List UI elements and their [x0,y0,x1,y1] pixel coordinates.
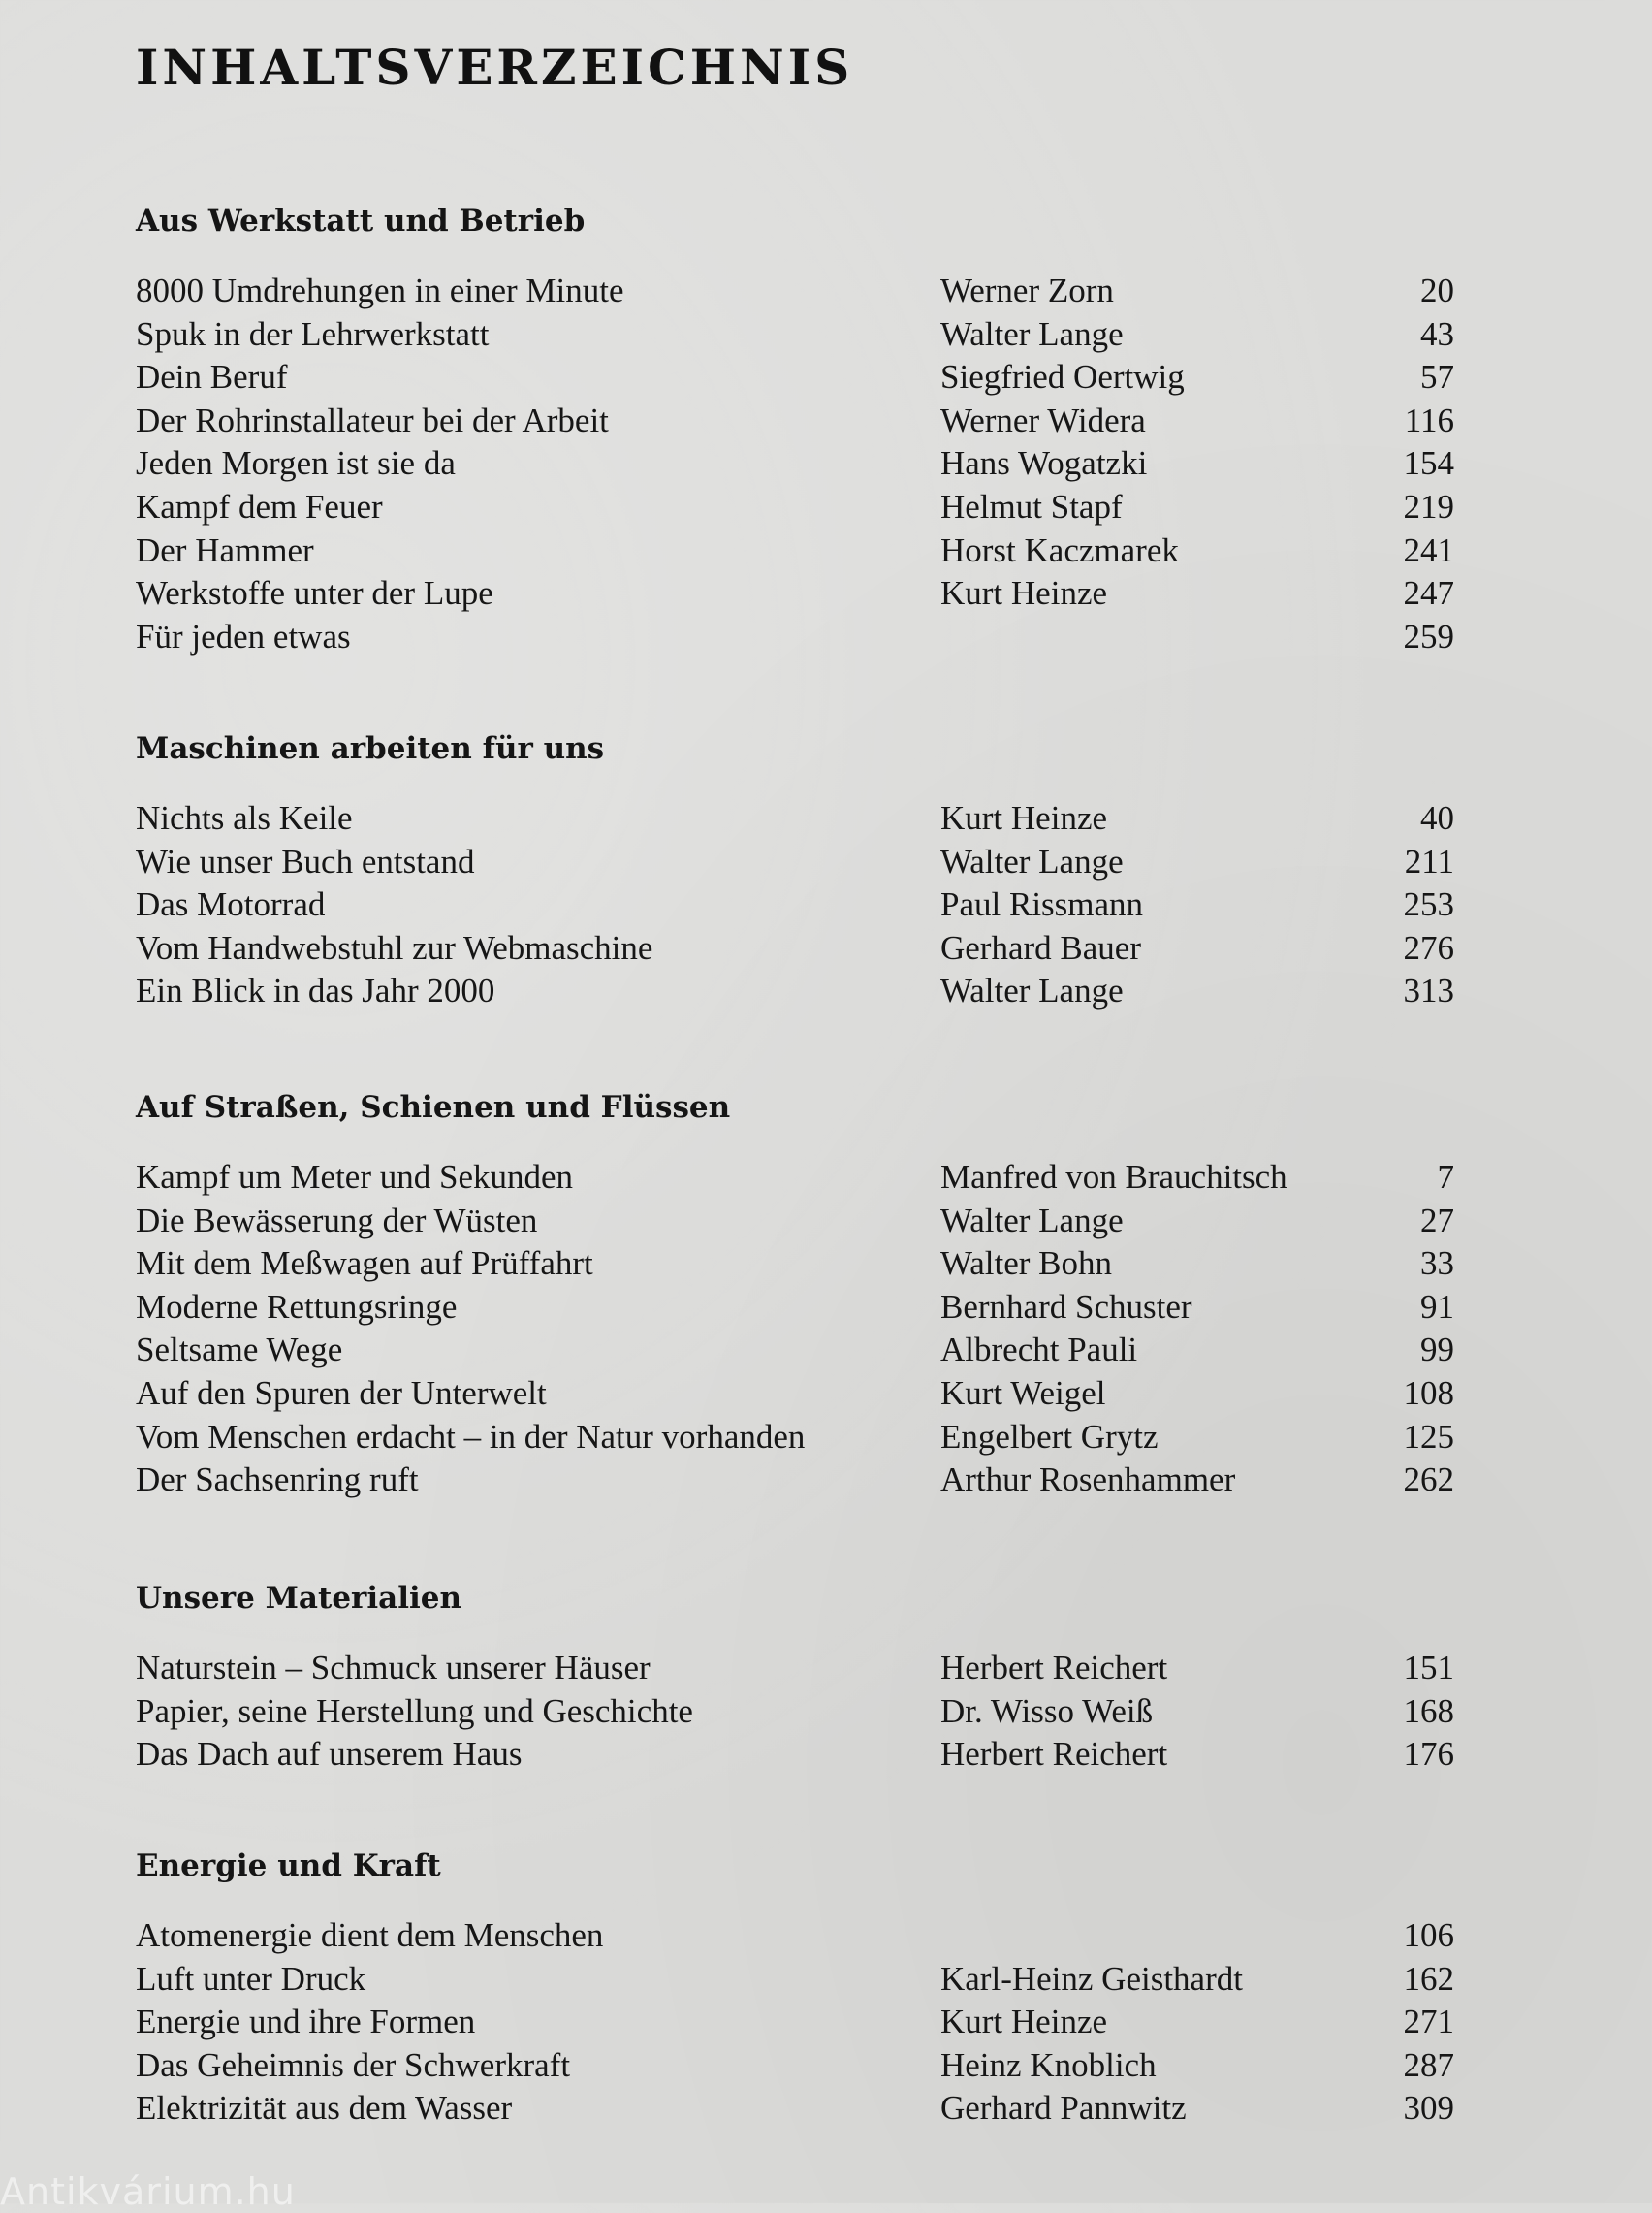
entry-page: 176 [1403,1735,1454,1774]
entry-author: Dr. Wisso Weiß [940,1691,1154,1730]
entry-title: Das Motorrad [136,885,326,924]
toc-entry [136,2087,1454,2131]
entry-title: Seltsame Wege [136,1331,343,1369]
entry-page: 20 [1420,272,1454,309]
toc-entry [136,1286,1454,1330]
section-materialien [136,1579,1454,1777]
entry-list [136,1914,1454,2131]
toc-entry [136,797,1454,841]
entry-author: Gerhard Bauer [940,928,1141,967]
entry-title: Der Rohrinstallateur bei der Arbeit [136,401,609,439]
entry-author: Walter Lange [940,972,1124,1010]
entry-list [136,270,1454,658]
section-heading: Unsere Materialien [136,1581,462,1616]
toc-entry [136,1958,1454,2002]
entry-title: Für jeden etwas [136,617,351,656]
entry-author: Werner Zorn [940,272,1114,309]
toc-entry [136,1914,1454,1958]
entry-page: 40 [1420,799,1454,837]
toc-entry [136,616,1454,659]
toc-entry [136,572,1454,616]
toc-entry [136,1156,1454,1200]
entry-author: Walter Lange [940,842,1124,881]
entry-title: Naturstein – Schmuck unserer Häuser [136,1649,651,1686]
toc-entry [136,270,1454,313]
entry-title: Werkstoffe unter der Lupe [136,574,493,613]
entry-author: Siegfried Oertwig [940,358,1185,397]
entry-page: 57 [1420,358,1454,397]
entry-list [136,797,1454,1013]
entry-author: Kurt Weigel [940,1373,1106,1412]
toc-entry [136,927,1454,971]
toc-entry [136,2001,1454,2044]
entry-page: 116 [1404,401,1454,439]
entry-list [136,1156,1454,1502]
entry-page: 33 [1420,1244,1454,1283]
entry-author: Walter Lange [940,1201,1124,1239]
entry-title: Energie und ihre Formen [136,2003,476,2041]
entry-page: 108 [1403,1373,1454,1412]
entry-page: 151 [1403,1649,1454,1686]
entry-author: Kurt Heinze [940,574,1108,613]
entry-author: Kurt Heinze [940,2003,1108,2041]
section-heading: Maschinen arbeiten für uns [136,731,605,766]
toc-entry [136,883,1454,927]
entry-author: Karl-Heinz Geisthardt [940,1959,1243,1998]
entry-page: 125 [1403,1417,1454,1456]
entry-page: 259 [1403,617,1454,656]
toc-entry [136,1733,1454,1777]
entry-page: 219 [1403,487,1454,526]
toc-entry [136,1372,1454,1416]
entry-title: Ein Blick in das Jahr 2000 [136,972,495,1010]
section-energie [136,1846,1454,2131]
entry-page: 309 [1403,2089,1454,2128]
entry-page: 262 [1403,1460,1454,1499]
entry-author: Helmut Stapf [940,487,1123,526]
entry-page: 168 [1403,1691,1454,1730]
entry-title: Vom Menschen erdacht – in der Natur vorhanden [136,1417,806,1456]
entry-list [136,1647,1454,1777]
entry-page: 7 [1437,1158,1454,1196]
section-strassen [136,1088,1454,1502]
entry-page: 99 [1420,1331,1454,1369]
entry-title: Jeden Morgen ist sie da [136,444,456,483]
toc-entry [136,400,1454,443]
entry-title: Vom Handwebstuhl zur Webmaschine [136,928,653,967]
entry-author: Albrecht Pauli [940,1331,1138,1369]
entry-title: Dein Beruf [136,358,288,397]
watermark: Antikvárium.hu [0,2170,296,2213]
entry-author: Heinz Knoblich [940,2045,1157,2084]
entry-title: Der Hammer [136,530,314,569]
entry-page: 91 [1420,1287,1454,1326]
entry-author: Engelbert Grytz [940,1417,1159,1456]
entry-page: 247 [1403,574,1454,613]
entry-page: 271 [1403,2003,1454,2041]
entry-page: 313 [1403,972,1454,1010]
entry-title: Moderne Rettungsringe [136,1287,458,1326]
entry-page: 276 [1403,928,1454,967]
entry-page: 43 [1420,314,1454,353]
entry-page: 162 [1403,1959,1454,1998]
toc-entry [136,356,1454,400]
entry-author: Paul Rissmann [940,885,1144,924]
toc-entry [136,841,1454,884]
entry-title: Kampf dem Feuer [136,487,383,526]
toc-entry [136,442,1454,486]
toc-entry [136,529,1454,573]
toc-entry [136,1690,1454,1734]
toc-entry [136,313,1454,357]
entry-title: Luft unter Druck [136,1959,366,1998]
entry-title: Das Dach auf unserem Haus [136,1735,523,1774]
entry-page: 241 [1403,530,1454,569]
toc-entry [136,970,1454,1013]
entry-title: Auf den Spuren der Unterwelt [136,1373,547,1412]
entry-title: Der Sachsenring ruft [136,1460,419,1499]
entry-title: Die Bewässerung der Wüsten [136,1201,538,1239]
entry-author: Walter Bohn [940,1244,1112,1283]
entry-author: Manfred von Brauchitsch [940,1158,1287,1196]
entry-title: Elektrizität aus dem Wasser [136,2089,513,2128]
toc-entry [136,1647,1454,1690]
entry-title: Mit dem Meßwagen auf Prüffahrt [136,1244,593,1283]
toc-entry [136,1329,1454,1372]
section-maschinen [136,729,1454,1013]
entry-title: Spuk in der Lehrwerkstatt [136,314,490,353]
entry-author: Werner Widera [940,401,1146,439]
entry-page: 211 [1404,842,1454,881]
toc-entry [136,1200,1454,1243]
entry-title: Das Geheimnis der Schwerkraft [136,2045,571,2084]
entry-author: Walter Lange [940,314,1124,353]
page-title: INHALTSVERZEICHNIS [136,39,854,96]
entry-title: Wie unser Buch entstand [136,842,475,881]
entry-title: Atomenergie dient dem Menschen [136,1916,604,1954]
entry-author: Gerhard Pannwitz [940,2089,1187,2128]
entry-page: 253 [1403,885,1454,924]
entry-author: Hans Wogatzki [940,444,1148,483]
entry-page: 154 [1403,444,1454,483]
toc-entry [136,486,1454,529]
section-heading: Aus Werkstatt und Betrieb [136,204,586,239]
entry-title: Nichts als Keile [136,799,353,837]
entry-page: 106 [1403,1916,1454,1954]
entry-author: Bernhard Schuster [940,1287,1192,1326]
section-aus-werkstatt [136,202,1454,658]
section-heading: Auf Straßen, Schienen und Flüssen [136,1090,731,1125]
entry-title: Kampf um Meter und Sekunden [136,1158,574,1196]
entry-author: Arthur Rosenhammer [940,1460,1236,1499]
section-heading: Energie und Kraft [136,1848,441,1883]
entry-page: 27 [1420,1201,1454,1239]
toc-entry [136,1459,1454,1502]
entry-title: Papier, seine Herstellung und Geschichte [136,1691,693,1730]
entry-author: Horst Kaczmarek [940,530,1179,569]
toc-entry [136,1242,1454,1286]
toc-entry [136,1416,1454,1459]
entry-author: Herbert Reichert [940,1649,1168,1686]
entry-author: Herbert Reichert [940,1735,1168,1774]
entry-title: 8000 Umdrehungen in einer Minute [136,272,624,309]
entry-page: 287 [1403,2045,1454,2084]
entry-author: Kurt Heinze [940,799,1108,837]
toc-entry [136,2044,1454,2088]
